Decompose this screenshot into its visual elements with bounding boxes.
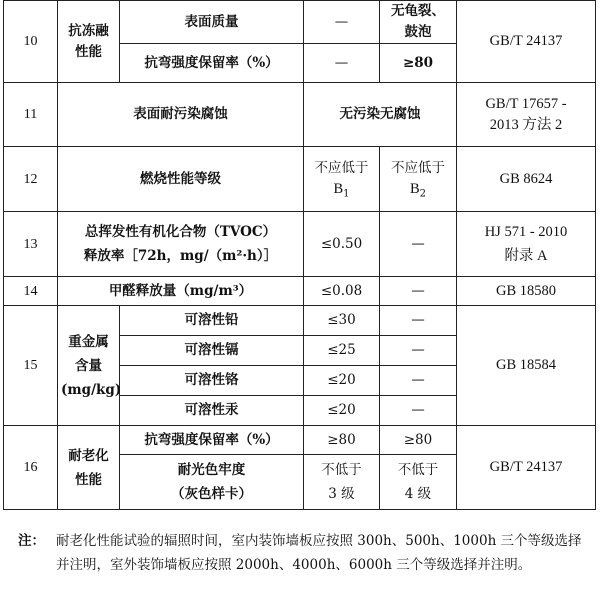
indoor-value: —: [304, 1, 380, 44]
grade-letter: B: [409, 181, 420, 197]
item-name: 甲醛释放量（mg/m³）: [58, 277, 304, 306]
indoor-value: —: [304, 44, 380, 83]
outdoor-value: —: [380, 212, 457, 277]
outdoor-value: [380, 147, 457, 212]
test-method: GB 8624: [457, 147, 596, 212]
table-row-13: [4, 212, 596, 277]
group-label: 耐老化 性能: [58, 426, 120, 510]
table-note: [18, 529, 592, 577]
item-name: 可溶性镉: [120, 336, 304, 366]
test-method: GB/T 24137: [457, 1, 596, 83]
item-name: 燃烧性能等级: [58, 147, 304, 212]
row-number: 13: [4, 212, 58, 277]
group-label: 重金属 含量 (mg/kg): [58, 306, 120, 426]
note-label: 注：: [18, 533, 45, 549]
spec-table: [3, 0, 596, 510]
outdoor-value: ≥80: [380, 426, 457, 455]
indoor-value: ≤0.08: [304, 277, 380, 306]
outdoor-value: 不低于 4 级: [380, 455, 457, 510]
test-method: GB/T 24137: [457, 426, 596, 510]
test-method: GB 18584: [457, 306, 596, 426]
outdoor-value-text: 不应低于: [391, 160, 445, 176]
indoor-value: ≤30: [304, 306, 380, 336]
grade-letter: B: [333, 181, 344, 197]
outdoor-value: —: [380, 277, 457, 306]
outdoor-value: —: [380, 366, 457, 396]
table-row-10: [4, 1, 596, 44]
grade-subscript: 2: [419, 188, 427, 200]
outdoor-value: —: [380, 336, 457, 366]
grade-subscript: 1: [343, 188, 350, 200]
item-name: 可溶性铬: [120, 366, 304, 396]
table-row-16: [4, 426, 596, 455]
indoor-value: 不低于 3 级: [304, 455, 380, 510]
row-number: 12: [4, 147, 58, 212]
row-number: 14: [4, 277, 58, 306]
item-name: 抗弯强度保留率（%）: [120, 44, 304, 83]
group-label: 抗冻融 性能: [58, 1, 120, 83]
value: 无污染无腐蚀: [304, 83, 457, 147]
item-name: 耐光色牢度 （灰色样卡）: [120, 455, 304, 510]
note-text: 耐老化性能试验的辐照时间，室内装饰墙板应按照 300h、500h、1000h 三个等级选择并注明，室外装饰墙板应按照 2000h、4000h、6000h 三个等级选择并注明。: [56, 533, 582, 573]
table-row-11: [4, 83, 596, 147]
row-number: 10: [4, 1, 58, 83]
table-row-12: [4, 147, 596, 212]
table-row-14: [4, 277, 596, 306]
outdoor-value: —: [380, 396, 457, 426]
test-method: HJ 571 - 2010 附录 A: [457, 212, 596, 277]
row-number: 15: [4, 306, 58, 426]
item-name: 总挥发性有机化合物（TVOC） 释放率［72h，mg/（m²·h）］: [58, 212, 304, 277]
item-name: 可溶性铅: [120, 306, 304, 336]
item-name: 抗弯强度保留率（%）: [120, 426, 304, 455]
test-method: GB 18580: [457, 277, 596, 306]
indoor-value-text: 不应低于: [314, 160, 369, 176]
indoor-value: ≤25: [304, 336, 380, 366]
indoor-value: [304, 147, 380, 212]
indoor-value: ≤20: [304, 396, 380, 426]
item-name: 表面耐污染腐蚀: [58, 83, 304, 147]
item-name: 表面质量: [120, 1, 304, 44]
indoor-value: ≤20: [304, 366, 380, 396]
indoor-value: ≤0.50: [304, 212, 380, 277]
test-method: GB/T 17657 - 2013 方法 2: [457, 83, 596, 147]
outdoor-value: ≥80: [380, 44, 457, 83]
table-row-15: [4, 306, 596, 336]
outdoor-value: —: [380, 306, 457, 336]
indoor-value: ≥80: [304, 426, 380, 455]
outdoor-value: 无龟裂、 鼓泡: [380, 1, 457, 44]
row-number: 11: [4, 83, 58, 147]
item-name: 可溶性汞: [120, 396, 304, 426]
row-number: 16: [4, 426, 58, 510]
